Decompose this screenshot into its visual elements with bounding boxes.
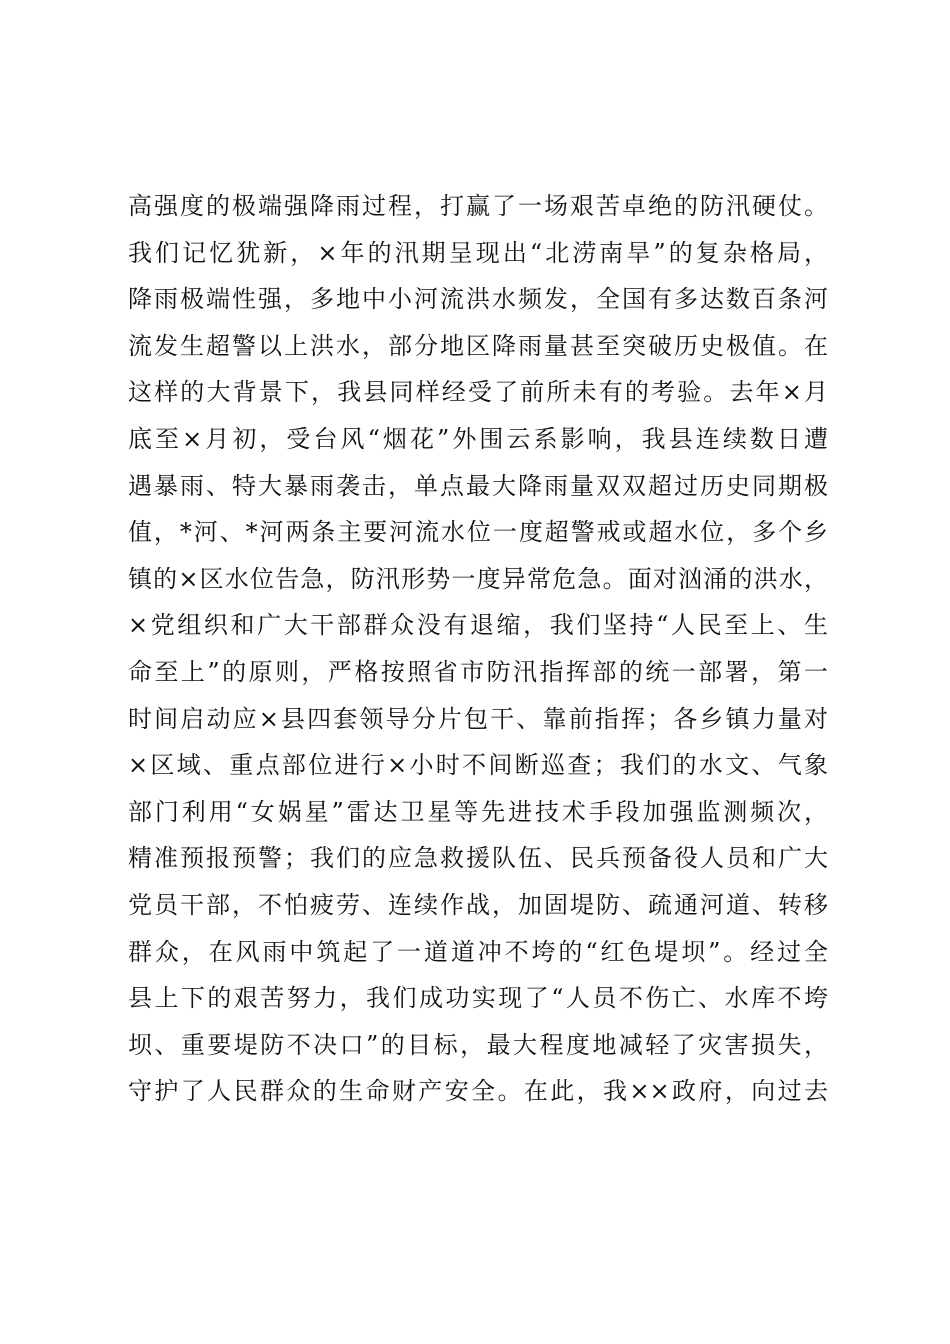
- text-line: 流发生超警以上洪水，部分地区降雨量甚至突破历史极值。在: [128, 331, 828, 360]
- text-line: 守护了人民群众的生命财产安全。在此，我××政府，向过去: [128, 1077, 828, 1106]
- text-line: 降雨极端性强，多地中小河流洪水频发，全国有多达数百条河: [128, 285, 828, 314]
- text-line: 这样的大背景下，我县同样经受了前所未有的考验。去年×月: [128, 378, 828, 407]
- text-line: ×区域、重点部位进行×小时不间断巡查；我们的水文、气象: [128, 751, 828, 780]
- body-paragraph: [128, 183, 828, 1115]
- text-line: 县上下的艰苦努力，我们成功实现了“人员不伤亡、水库不垮: [128, 984, 828, 1013]
- text-line: 遇暴雨、特大暴雨袭击，单点最大降雨量双双超过历史同期极: [128, 471, 828, 500]
- text-line: ×党组织和广大干部群众没有退缩，我们坚持“人民至上、生: [128, 611, 828, 640]
- text-line: 镇的×区水位告急，防汛形势一度异常危急。面对汹涌的洪水，: [128, 564, 828, 593]
- text-line: 我们记忆犹新，×年的汛期呈现出“北涝南旱”的复杂格局，: [128, 238, 828, 267]
- text-line: 群众，在风雨中筑起了一道道冲不垮的“红色堤坝”。经过全: [128, 937, 828, 966]
- text-line: 部门利用“女娲星”雷达卫星等先进技术手段加强监测频次，: [128, 797, 828, 826]
- text-line: 高强度的极端强降雨过程，打赢了一场艰苦卓绝的防汛硬仗。: [128, 192, 828, 220]
- text-line: 底至×月初，受台风“烟花”外围云系影响，我县连续数日遭: [128, 424, 828, 453]
- text-line: 精准预报预警；我们的应急救援队伍、民兵预备役人员和广大: [128, 844, 828, 873]
- text-line: 坝、重要堤防不决口”的目标，最大程度地减轻了灾害损失，: [128, 1030, 828, 1059]
- text-line: 命至上”的原则，严格按照省市防汛指挥部的统一部署，第一: [128, 657, 828, 686]
- text-line: 时间启动应×县四套领导分片包干、靠前指挥；各乡镇力量对: [128, 704, 828, 733]
- text-line: 值，*河、*河两条主要河流水位一度超警戒或超水位，多个乡: [128, 518, 828, 547]
- text-line: 党员干部，不怕疲劳、连续作战，加固堤防、疏通河道、转移: [128, 890, 828, 919]
